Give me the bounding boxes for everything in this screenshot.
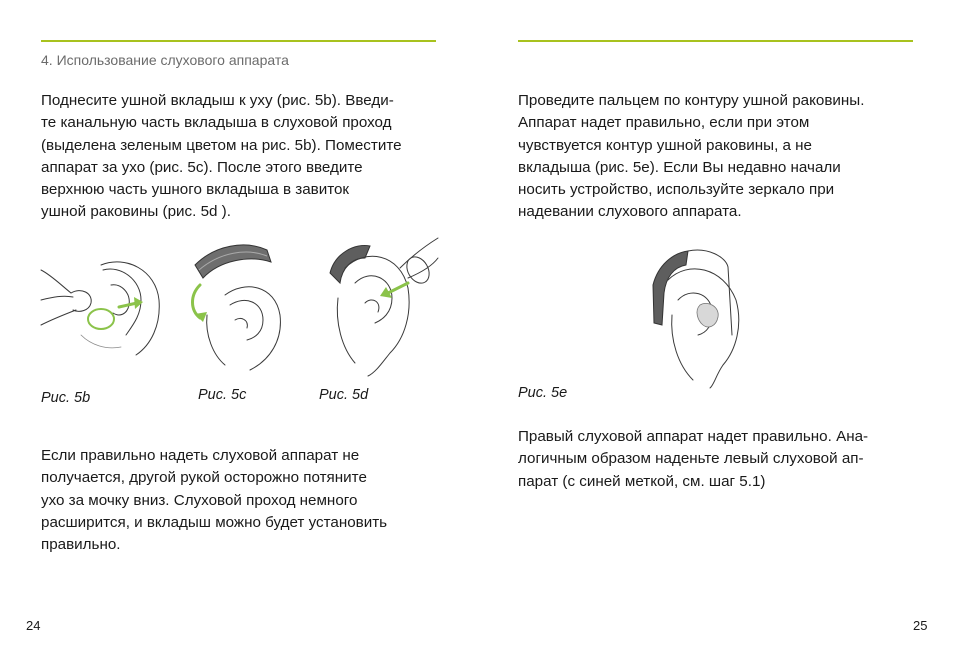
text-line: Аппарат надет правильно, если при этом	[518, 114, 810, 132]
left-top-rule	[41, 40, 436, 42]
figure-5b-ear-insert	[41, 255, 161, 360]
figure-5d-insert-into-helix	[320, 238, 440, 378]
text-line: вкладыша (рис. 5e). Если Вы недавно начали	[518, 158, 841, 176]
text-line: верхнюю часть ушного вкладыша в завиток	[41, 181, 350, 199]
text-line: расширится, и вкладыш можно будет установить	[41, 513, 388, 531]
figure-5e-correctly-fitted-device	[648, 245, 748, 390]
text-line: получается, другой рукой осторожно потяните	[41, 469, 367, 487]
text-line: чувствуется контур ушной раковины, а не	[518, 136, 813, 154]
page-number-left: 24	[26, 618, 41, 633]
page-number-right: 25	[913, 618, 928, 633]
left-paragraph-2	[41, 445, 387, 556]
text-line: носить устройство, используйте зеркало при	[518, 181, 835, 199]
text-line: ушной раковины (рис. 5d ).	[41, 203, 231, 221]
text-line: надевании слухового аппарата.	[518, 203, 742, 221]
right-paragraph-2	[518, 426, 868, 493]
section-title: 4. Использование слухового аппарата	[41, 52, 289, 68]
figure-5c-device-behind-ear	[185, 240, 285, 375]
text-line: аппарат за ухо (рис. 5c). После этого введите	[41, 158, 363, 176]
caption-fig-5b: Рис. 5b	[41, 390, 91, 406]
caption-fig-5d: Рис. 5d	[319, 387, 369, 403]
text-line: Проведите пальцем по контуру ушной раковины.	[518, 92, 865, 109]
right-top-rule	[518, 40, 913, 42]
caption-fig-5e: Рис. 5e	[518, 385, 568, 401]
text-line: Правый слуховой аппарат надет правильно. Ана-	[518, 428, 869, 445]
caption-fig-5c: Рис. 5c	[198, 387, 247, 403]
text-line: те канальную часть вкладыша в слуховой проход	[41, 114, 392, 132]
text-line: логичным образом наденьте левый слуховой ап-	[518, 450, 864, 468]
right-paragraph-1	[518, 90, 864, 224]
text-line: (выделена зеленым цветом на рис. 5b). Поместите	[41, 136, 402, 154]
text-line: ухо за мочку вниз. Слуховой проход немного	[41, 491, 358, 509]
left-paragraph-1	[41, 90, 402, 224]
text-line: Поднесите ушной вкладыш к уху (рис. 5b). Введи-	[41, 92, 394, 109]
text-line: правильно.	[41, 536, 121, 554]
text-line: Если правильно надеть слуховой аппарат не	[41, 447, 360, 464]
text-line: парат (с синей меткой, см. шаг 5.1)	[518, 472, 766, 490]
